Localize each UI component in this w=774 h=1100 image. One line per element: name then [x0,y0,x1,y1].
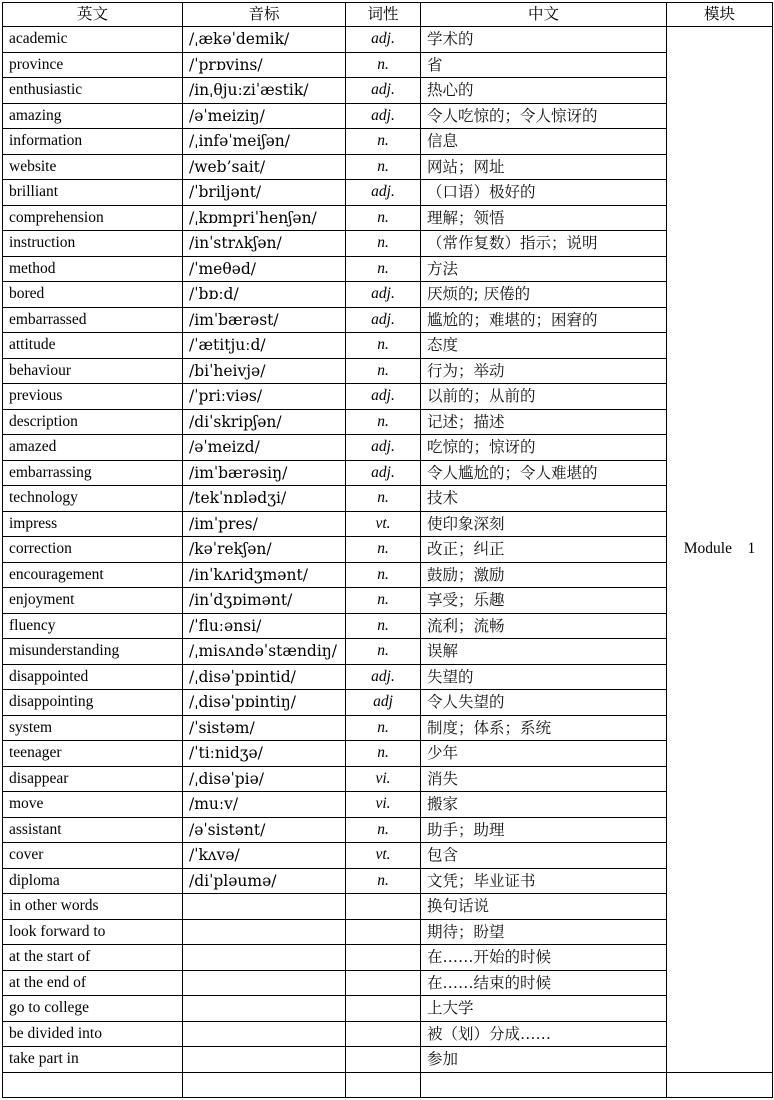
phonetic-cell [183,1072,346,1098]
english-word-cell: embarrassed [3,307,183,333]
part-of-speech-cell [346,970,421,996]
table-row [3,511,773,537]
phonetic-cell: /inˈstrʌkʃən/ [183,231,346,257]
english-word-cell: at the end of [3,970,183,996]
vocabulary-table [2,2,773,1098]
chinese-meaning-cell: 参加 [421,1047,667,1073]
english-word-cell: amazing [3,103,183,129]
english-word-cell: go to college [3,996,183,1022]
chinese-meaning-cell: 令人尴尬的；令人难堪的 [421,460,667,486]
chinese-meaning-cell: 被（划）分成…… [421,1021,667,1047]
table-row [3,205,773,231]
chinese-meaning-cell: 消失 [421,766,667,792]
english-word-cell: behaviour [3,358,183,384]
table-row [3,945,773,971]
part-of-speech-cell: n. [346,741,421,767]
chinese-meaning-cell: 吃惊的；惊讶的 [421,435,667,461]
part-of-speech-cell: n. [346,154,421,180]
table-row [3,664,773,690]
phonetic-cell: /imˈbærəsiŋ/ [183,460,346,486]
part-of-speech-cell: n. [346,231,421,257]
chinese-meaning-cell: 学术的 [421,27,667,53]
phonetic-cell: /imˈpres/ [183,511,346,537]
part-of-speech-cell: vi. [346,792,421,818]
part-of-speech-cell: adj. [346,435,421,461]
chinese-meaning-cell: 令人吃惊的；令人惊讶的 [421,103,667,129]
english-word-cell: bored [3,282,183,308]
english-word-cell: description [3,409,183,435]
chinese-meaning-cell: 制度；体系；系统 [421,715,667,741]
table-row [3,715,773,741]
chinese-meaning-cell: 方法 [421,256,667,282]
phonetic-cell: /tekˈnɒlədʒi/ [183,486,346,512]
table-row [3,1047,773,1073]
phonetic-cell: /diˈpləumə/ [183,868,346,894]
chinese-meaning-cell: 行为；举动 [421,358,667,384]
chinese-meaning-cell: 以前的；从前的 [421,384,667,410]
phonetic-cell: /ˈmeθəd/ [183,256,346,282]
phonetic-cell [183,919,346,945]
english-word-cell: system [3,715,183,741]
phonetic-cell: /imˈbærəst/ [183,307,346,333]
table-row [3,460,773,486]
english-word-cell: move [3,792,183,818]
header-phonetic: 音标 [183,3,346,27]
english-word-cell: previous [3,384,183,410]
chinese-meaning-cell: 少年 [421,741,667,767]
chinese-meaning-cell: 期待；盼望 [421,919,667,945]
english-word-cell: enjoyment [3,588,183,614]
english-word-cell: comprehension [3,205,183,231]
english-word-cell: assistant [3,817,183,843]
vocabulary-body [3,27,773,1098]
english-word-cell: method [3,256,183,282]
table-row [3,486,773,512]
chinese-meaning-cell: 记述；描述 [421,409,667,435]
english-word-cell: amazed [3,435,183,461]
part-of-speech-cell: n. [346,256,421,282]
chinese-meaning-cell: 令人失望的 [421,690,667,716]
english-word-cell: technology [3,486,183,512]
phonetic-cell: /ˈtiːnidʒə/ [183,741,346,767]
english-word-cell: brilliant [3,180,183,206]
phonetic-cell [183,970,346,996]
part-of-speech-cell: n. [346,588,421,614]
english-word-cell: disappear [3,766,183,792]
phonetic-cell [183,1021,346,1047]
chinese-meaning-cell: 技术 [421,486,667,512]
english-word-cell: diploma [3,868,183,894]
part-of-speech-cell: adj. [346,307,421,333]
phonetic-cell: /biˈheivjə/ [183,358,346,384]
english-word-cell: be divided into [3,1021,183,1047]
table-row [3,154,773,180]
chinese-meaning-cell: 享受；乐趣 [421,588,667,614]
phonetic-cell: /ˈbriljənt/ [183,180,346,206]
table-row [3,919,773,945]
part-of-speech-cell: vt. [346,511,421,537]
english-word-cell: teenager [3,741,183,767]
chinese-meaning-cell: 换句话说 [421,894,667,920]
header-chinese: 中文 [421,3,667,27]
phonetic-cell: /inˌθjuːziˈæstik/ [183,78,346,104]
english-word-cell: take part in [3,1047,183,1073]
table-row [3,639,773,665]
part-of-speech-cell: n. [346,358,421,384]
part-of-speech-cell: n. [346,129,421,155]
chinese-meaning-cell: 理解；领悟 [421,205,667,231]
table-row [3,384,773,410]
phonetic-cell: /ˌinfəˈmeiʃən/ [183,129,346,155]
english-word-cell [3,1072,183,1098]
chinese-meaning-cell: 信息 [421,129,667,155]
table-row [3,690,773,716]
part-of-speech-cell: vt. [346,843,421,869]
part-of-speech-cell [346,919,421,945]
phonetic-cell [183,945,346,971]
header-english: 英文 [3,3,183,27]
chinese-meaning-cell: （常作复数）指示；说明 [421,231,667,257]
chinese-meaning-cell [421,1072,667,1098]
english-word-cell: province [3,52,183,78]
phonetic-cell: /diˈskripʃən/ [183,409,346,435]
phonetic-cell [183,1047,346,1073]
part-of-speech-cell: adj. [346,103,421,129]
english-word-cell: encouragement [3,562,183,588]
chinese-meaning-cell: 网站；网址 [421,154,667,180]
table-row [3,792,773,818]
header-part-of-speech: 词性 [346,3,421,27]
module-cell-empty [667,1072,773,1098]
phonetic-cell: /muːv/ [183,792,346,818]
chinese-meaning-cell: 省 [421,52,667,78]
chinese-meaning-cell: 误解 [421,639,667,665]
phonetic-cell: /inˈdʒɒimənt/ [183,588,346,614]
part-of-speech-cell [346,1021,421,1047]
part-of-speech-cell: n. [346,333,421,359]
phonetic-cell: /ˌkɒmpriˈhenʃən/ [183,205,346,231]
table-row [3,282,773,308]
english-word-cell: enthusiastic [3,78,183,104]
phonetic-cell: /ˈætitjuːd/ [183,333,346,359]
table-row [3,409,773,435]
table-row [3,868,773,894]
chinese-meaning-cell: 包含 [421,843,667,869]
english-word-cell: at the start of [3,945,183,971]
part-of-speech-cell [346,1047,421,1073]
module-cell: Module 1 [667,27,773,1073]
phonetic-cell: /ˈpriːviəs/ [183,384,346,410]
table-row [3,1021,773,1047]
chinese-meaning-cell: 态度 [421,333,667,359]
table-row [3,103,773,129]
table-row [3,435,773,461]
table-row [3,256,773,282]
table-row [3,129,773,155]
table-row [3,613,773,639]
phonetic-cell: /ˌdisəˈpɒintid/ [183,664,346,690]
chinese-meaning-cell: 失望的 [421,664,667,690]
english-word-cell: fluency [3,613,183,639]
table-row [3,358,773,384]
phonetic-cell: /web’sait/ [183,154,346,180]
part-of-speech-cell: adj. [346,384,421,410]
table-row [3,894,773,920]
phonetic-cell: /əˈmeizd/ [183,435,346,461]
part-of-speech-cell: n. [346,715,421,741]
part-of-speech-cell: n. [346,409,421,435]
table-row [3,333,773,359]
table-row [3,180,773,206]
english-word-cell: attitude [3,333,183,359]
phonetic-cell: /ˌdisəˈpɒintiŋ/ [183,690,346,716]
english-word-cell: cover [3,843,183,869]
english-word-cell: in other words [3,894,183,920]
part-of-speech-cell: adj [346,690,421,716]
part-of-speech-cell: adj. [346,180,421,206]
chinese-meaning-cell: 改正；纠正 [421,537,667,563]
table-row [3,970,773,996]
chinese-meaning-cell: 在……结束的时候 [421,970,667,996]
part-of-speech-cell: adj. [346,282,421,308]
table-row [3,562,773,588]
part-of-speech-cell: vi. [346,766,421,792]
table-row [3,766,773,792]
chinese-meaning-cell: 鼓励；激励 [421,562,667,588]
table-row [3,537,773,563]
part-of-speech-cell: adj. [346,78,421,104]
chinese-meaning-cell: 助手；助理 [421,817,667,843]
phonetic-cell: /kəˈrekʃən/ [183,537,346,563]
chinese-meaning-cell: 搬家 [421,792,667,818]
header-module: 模块 [667,3,773,27]
english-word-cell: correction [3,537,183,563]
english-word-cell: information [3,129,183,155]
part-of-speech-cell: n. [346,868,421,894]
phonetic-cell: /ˈkʌvə/ [183,843,346,869]
chinese-meaning-cell: 热心的 [421,78,667,104]
table-row [3,1072,773,1098]
chinese-meaning-cell: （口语）极好的 [421,180,667,206]
table-row [3,817,773,843]
english-word-cell: disappointed [3,664,183,690]
phonetic-cell [183,894,346,920]
chinese-meaning-cell: 文凭；毕业证书 [421,868,667,894]
part-of-speech-cell: adj. [346,460,421,486]
phonetic-cell [183,996,346,1022]
english-word-cell: website [3,154,183,180]
table-row [3,843,773,869]
english-word-cell: embarrassing [3,460,183,486]
english-word-cell: look forward to [3,919,183,945]
table-row [3,52,773,78]
header-row [3,3,773,27]
part-of-speech-cell: adj. [346,27,421,53]
phonetic-cell: /əˈsistənt/ [183,817,346,843]
part-of-speech-cell [346,945,421,971]
part-of-speech-cell: n. [346,486,421,512]
part-of-speech-cell: adj. [346,664,421,690]
english-word-cell: impress [3,511,183,537]
english-word-cell: misunderstanding [3,639,183,665]
part-of-speech-cell: n. [346,205,421,231]
phonetic-cell: /ˈprɒvins/ [183,52,346,78]
chinese-meaning-cell: 尴尬的；难堪的；困窘的 [421,307,667,333]
phonetic-cell: /ˈsistəm/ [183,715,346,741]
table-row [3,588,773,614]
phonetic-cell: /ˈbɒːd/ [183,282,346,308]
english-word-cell: academic [3,27,183,53]
phonetic-cell: /inˈkʌridʒmənt/ [183,562,346,588]
table-row [3,996,773,1022]
part-of-speech-cell: n. [346,613,421,639]
chinese-meaning-cell: 上大学 [421,996,667,1022]
part-of-speech-cell: n. [346,639,421,665]
phonetic-cell: /ˌdisəˈpiə/ [183,766,346,792]
english-word-cell: instruction [3,231,183,257]
table-row [3,307,773,333]
phonetic-cell: /ˈfluːənsi/ [183,613,346,639]
chinese-meaning-cell: 流利；流畅 [421,613,667,639]
table-row [3,741,773,767]
part-of-speech-cell: n. [346,817,421,843]
part-of-speech-cell [346,996,421,1022]
phonetic-cell: /əˈmeiziŋ/ [183,103,346,129]
table-row [3,78,773,104]
table-row [3,231,773,257]
chinese-meaning-cell: 厌烦的; 厌倦的 [421,282,667,308]
table-row [3,27,773,53]
chinese-meaning-cell: 在……开始的时候 [421,945,667,971]
phonetic-cell: /ˌækəˈdemik/ [183,27,346,53]
part-of-speech-cell: n. [346,52,421,78]
part-of-speech-cell [346,894,421,920]
part-of-speech-cell: n. [346,537,421,563]
phonetic-cell: /ˌmisʌndəˈstændiŋ/ [183,639,346,665]
part-of-speech-cell: n. [346,562,421,588]
part-of-speech-cell [346,1072,421,1098]
english-word-cell: disappointing [3,690,183,716]
chinese-meaning-cell: 使印象深刻 [421,511,667,537]
